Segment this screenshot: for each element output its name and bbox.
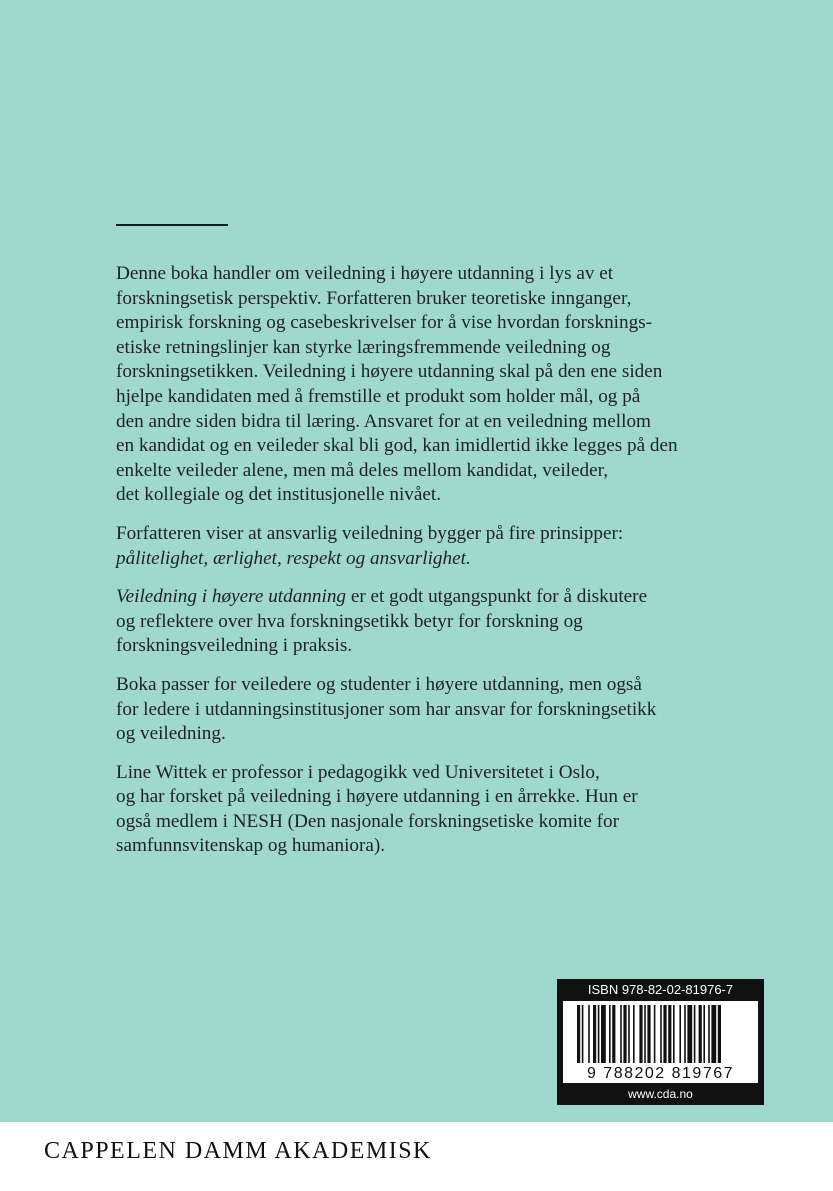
blurb-line: Boka passer for veiledere og studenter i høyere utdanning, men også — [116, 673, 642, 695]
blurb-line: for ledere i utdanningsinstitusjoner som har ansvar for forskningsetikk — [116, 698, 657, 720]
isbn-label: ISBN 978-82-02-81976-7 — [587, 982, 734, 997]
blurb-line: etiske retningslinjer kan styrke læringsfremmende veiledning og — [116, 336, 611, 358]
blurb-line: Line Wittek er professor i pedagogikk ved Universitetet i Oslo, — [116, 761, 600, 783]
blurb-line: enkelte veileder alene, men må deles mellom kandidat, veileder, — [116, 459, 609, 481]
principles-italic: pålitelighet, ærlighet, respekt og ansvarlighet. — [116, 547, 471, 569]
blurb-line: og har forsket på veiledning i høyere utdanning i en årrekke. Hun er — [116, 786, 638, 808]
blurb-line: og veiledning. — [116, 723, 226, 745]
blurb-line: en kandidat og en veileder skal bli god, kan imidlertid ikke legges på den — [116, 435, 678, 457]
blurb-line: empirisk forskning og casebeskrivelser for å vise hvordan forsknings- — [116, 312, 653, 334]
author-bio — [116, 761, 726, 859]
back-cover-blurb — [116, 262, 726, 873]
barcode-bars-icon — [563, 1001, 758, 1065]
blurb-line-rest: er et godt utgangspunkt for å diskutere — [346, 586, 648, 608]
blurb-line: og reflektere over hva forskningsetikk betyr for forskning og — [116, 610, 583, 632]
blurb-line: også medlem i NESH (Den nasjonale forskningsetiske komite for — [116, 810, 620, 832]
footer-band — [0, 1122, 833, 1191]
blurb-line — [116, 585, 726, 610]
blurb-line: forskningsveiledning i praksis. — [116, 635, 353, 657]
blurb-line: forskningsetikken. Veiledning i høyere utdanning skal på den ene siden — [116, 361, 663, 383]
blurb-paragraph-4 — [116, 673, 726, 747]
blurb-line: Forfatteren viser at ansvarlig veiledning bygger på fire prinsipper: — [116, 522, 624, 544]
barcode — [563, 1001, 758, 1083]
publisher-website: www.cda.no — [628, 1087, 693, 1101]
book-title-italic: Veiledning i høyere utdanning — [116, 586, 347, 608]
blurb-line: forskningsetisk perspektiv. Forfatteren bruker teoretiske innganger, — [116, 287, 632, 309]
blurb-line: den andre siden bidra til læring. Ansvaret for at en veiledning mellom — [116, 410, 651, 432]
blurb-line: hjelpe kandidaten med å fremstille et produkt som holder mål, og på — [116, 385, 641, 407]
blurb-line: det kollegiale og det institusjonelle nivået. — [116, 484, 442, 506]
isbn-barcode-block — [557, 979, 764, 1105]
publisher-logo: CAPPELEN DAMM AKADEMISK — [44, 1138, 432, 1164]
blurb-line: samfunnsvitenskap og humaniora). — [116, 835, 386, 857]
blurb-paragraph-3 — [116, 585, 726, 659]
blurb-paragraph-2 — [116, 522, 726, 571]
decorative-rule — [116, 224, 228, 226]
barcode-digits: 9 788202 819767 — [563, 1064, 758, 1083]
blurb-paragraph-1 — [116, 262, 726, 508]
blurb-line: Denne boka handler om veiledning i høyere utdanning i lys av et — [116, 263, 614, 284]
